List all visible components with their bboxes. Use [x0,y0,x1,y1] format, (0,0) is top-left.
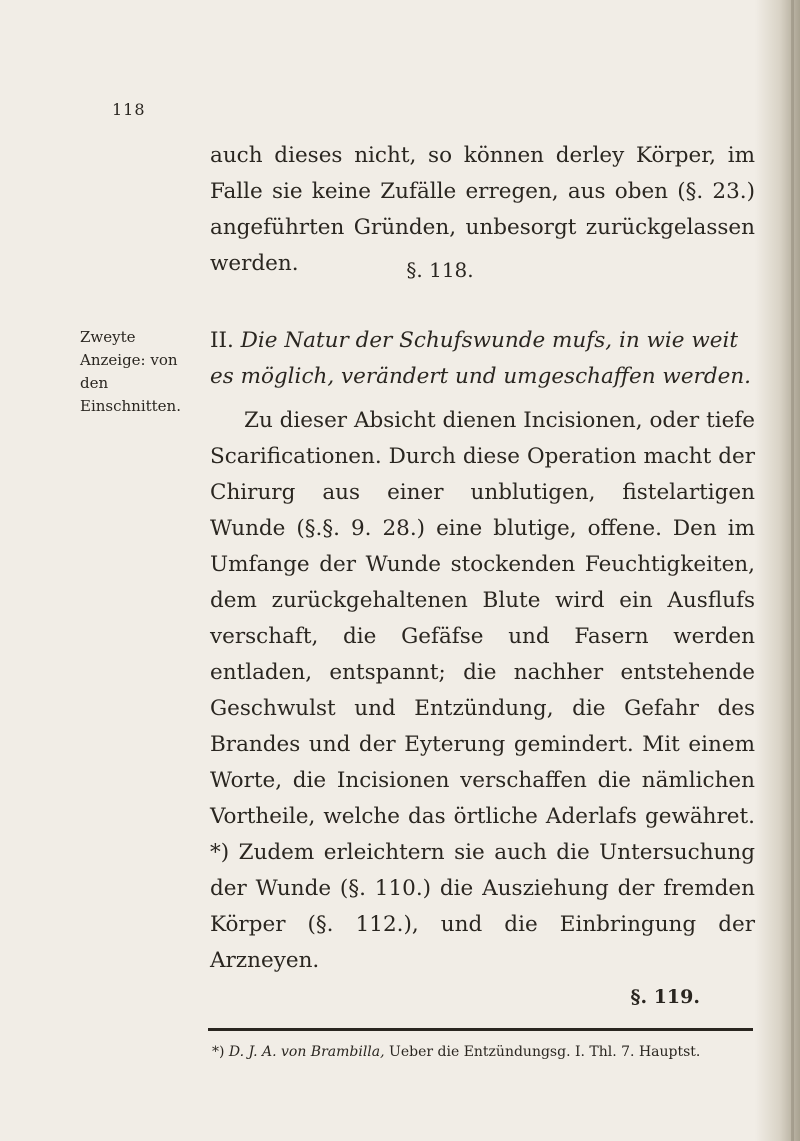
page-edge-shadow [755,0,800,1141]
section-label-text: §. 118. [406,258,474,282]
margin-note: Zweyte Anzeige: von den Einschnitten. [80,328,181,415]
paragraph-1: auch dieses nicht, so können derley Körper, im Falle sie keine Zufälle erregen, aus oben (§. 23.) angeführten Gründen, unbesorgt zurückgelassen werden. [210,143,755,276]
footnote [212,1044,772,1060]
section-label [0,258,800,282]
page-number: 118 [112,100,146,119]
next-section-label: §. 119. [630,986,700,1008]
heading-text: Die Natur der Schufswunde mufs, in wie weit es möglich, verändert und umgeschaffen werden. [210,328,752,389]
footnote-rule [208,1028,753,1031]
heading-number: II. [210,328,234,353]
paragraph-2: Zu dieser Absicht dienen Incisionen, oder tiefe Scarificationen. Durch diese Operation macht der Chirurg aus einer unblutigen, fistelartigen Wunde (§.§. 9. 28.) eine blutige, offene. Den im Umfange der Wunde stockenden Feuchtigkeiten, dem zurückgehaltenen Blute wird ein Ausflufs verschaft, die Gefäfse und Fasern werden entladen, entspannt; die nachher entstehende Geschwulst und Entzündung, die Gefahr des Brandes und der Eyterung gemindert. Mit einem Worte, die Incisionen verschaffen die nämlichen Vortheile, welche das örtliche Aderlafs gewähret. *) Zudem erleichtern sie auch die Untersuchung der Wunde (§. 110.) die Ausziehung der fremden Körper (§. 112.), und die Einbringung der Arzneyen. [210,408,755,973]
section-heading [210,323,755,395]
footnote-author: D. J. A. von Brambilla, [228,1044,385,1060]
footnote-mark: *) [212,1044,225,1060]
footnote-text: Ueber die Entzündungsg. I. Thl. 7. Hauptst. [389,1044,701,1060]
